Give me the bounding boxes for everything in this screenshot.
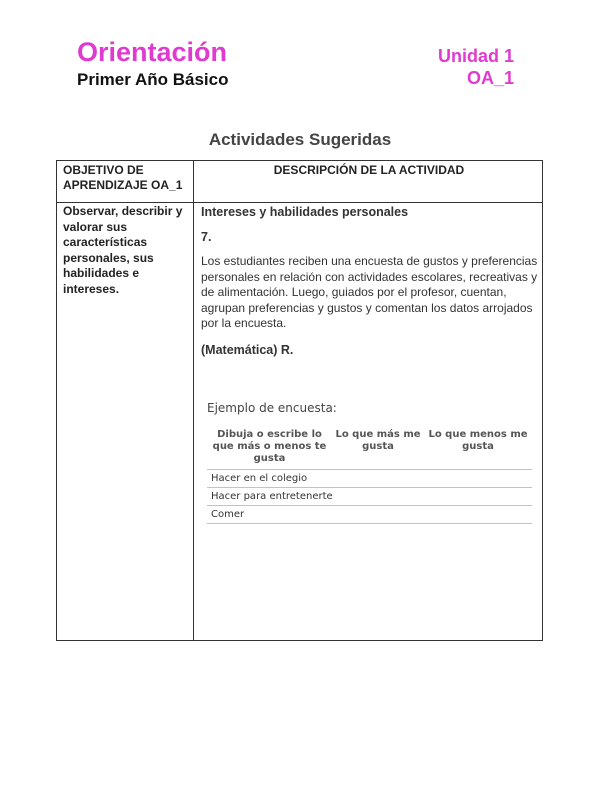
activity-subject: (Matemática) R. [201, 342, 294, 357]
activity-description: Los estudiantes reciben una encuesta de gustos y preferencias personales en relación con actividades escolares, recreativas y de alimentación. Luego, guiados por el profesor, cuentan, agrupan preferencias y gustos y comentan los datos arrojados por la encuesta. [201, 254, 538, 330]
survey-header-like: Lo que más me gusta [335, 429, 421, 452]
header-left [77, 37, 228, 90]
survey-title: Ejemplo de encuesta: [207, 401, 337, 415]
page-title: Orientación [77, 37, 228, 67]
objective-header: OBJETIVO DE APRENDIZAJE OA_1 [63, 163, 183, 192]
survey-row: Hacer en el colegio [207, 469, 532, 487]
survey-row: Comer [207, 505, 532, 523]
objective-text: Observar, describir y valorar sus características personales, sus habilidades e intereses. [63, 204, 183, 296]
activity-number: 7. [201, 230, 212, 244]
survey-row-end [207, 523, 532, 541]
survey-example [207, 401, 532, 541]
page-subtitle: Primer Año Básico [77, 70, 229, 89]
activities-table [56, 160, 543, 641]
survey-row: Hacer para entretenerte [207, 487, 532, 505]
oa-label: OA_1 [466, 68, 514, 88]
header-divider [57, 202, 542, 203]
activity-description-cell [201, 204, 539, 357]
activity-title: Intereses y habilidades personales [201, 205, 409, 219]
survey-header-row [207, 429, 532, 465]
section-title: Actividades Sugeridas [208, 130, 392, 149]
header-right [438, 45, 514, 89]
survey-header-draw: Dibuja o escribe lo que más o menos te gusta [212, 429, 327, 464]
unit-label: Unidad 1 [437, 46, 514, 66]
survey-header-dislike: Lo que menos me gusta [428, 429, 528, 452]
description-header: DESCRIPCIÓN DE LA ACTIVIDAD [273, 163, 465, 177]
